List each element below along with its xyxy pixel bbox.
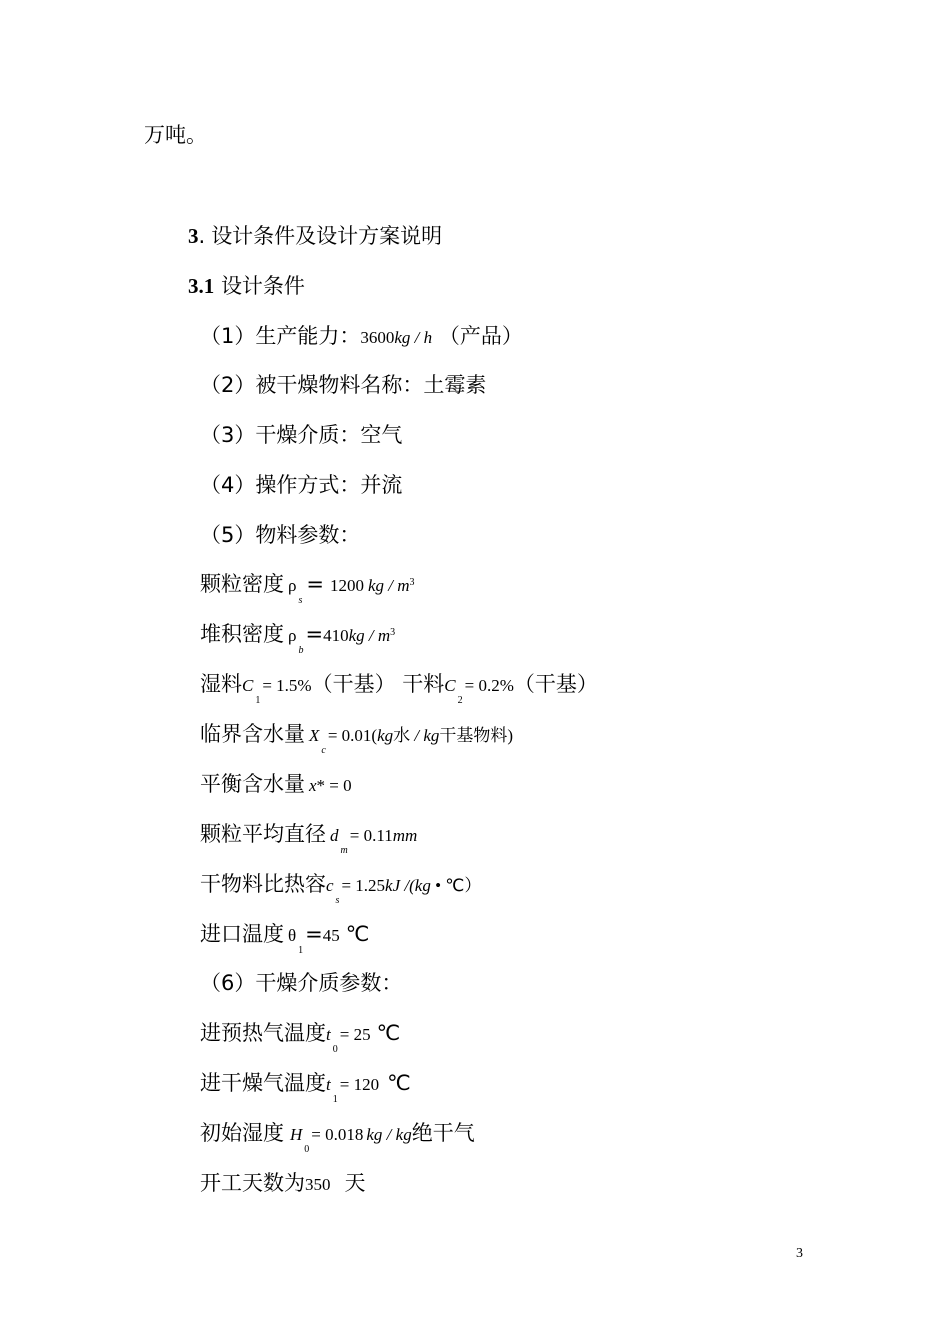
item-drying-medium xyxy=(200,421,402,449)
particle-density-unit: kg / m xyxy=(368,576,410,595)
continuation-text xyxy=(144,121,207,149)
drying-medium-text: （3）干燥介质：空气 xyxy=(200,423,403,447)
material-params-text: （5）物料参数： xyxy=(200,523,361,547)
dryer-temperature-row xyxy=(200,1069,411,1105)
preheat-temperature-symbol: t xyxy=(326,1025,331,1044)
section-3-dot: . xyxy=(198,224,206,248)
bulk-density-eq: = xyxy=(305,622,324,646)
particle-diameter-row xyxy=(200,820,418,856)
heat-capacity-degree: ℃） xyxy=(445,876,482,896)
particle-density-label: 颗粒密度 xyxy=(200,572,284,596)
dryer-temperature-label: 进干燥气温度 xyxy=(200,1071,326,1095)
equilibrium-moisture-symbol: x xyxy=(309,776,317,795)
capacity-label: （1）生产能力： xyxy=(200,324,361,348)
critical-moisture-subscript: c xyxy=(321,745,326,756)
initial-humidity-unit: kg / kg xyxy=(366,1125,412,1144)
section-3-number: 3 xyxy=(188,224,199,248)
preheat-temperature-label: 进预热气温度 xyxy=(200,1021,326,1045)
capacity-value: 3600 xyxy=(360,328,395,347)
initial-humidity-label: 初始湿度 xyxy=(200,1121,284,1145)
heat-capacity-label: 干物料比热容 xyxy=(200,872,326,896)
heat-capacity-dot: • xyxy=(430,876,446,895)
working-days-label: 开工天数为 xyxy=(200,1171,305,1195)
bulk-density-row xyxy=(200,620,396,656)
dry-material-value: = 0.2% xyxy=(464,676,514,695)
wet-material-value: = 1.5% xyxy=(262,676,312,695)
working-days-value: 350 xyxy=(305,1175,331,1194)
heat-capacity-value: = 1.25 xyxy=(341,876,386,895)
bulk-density-symbol: ρ xyxy=(288,626,297,645)
item-medium-params xyxy=(200,969,402,997)
initial-humidity-row xyxy=(200,1119,475,1155)
critical-moisture-value: = 0.01( xyxy=(327,726,378,745)
section-3-heading xyxy=(188,222,442,250)
critical-moisture-unit-1: kg xyxy=(377,726,394,745)
particle-density-exponent: 3 xyxy=(409,577,415,588)
particle-density-value: 1200 xyxy=(330,576,364,595)
dryer-temperature-value: = 120 xyxy=(339,1075,380,1094)
bulk-density-value: 410 xyxy=(323,626,349,645)
material-name-text: （2）被干燥物料名称：土霉素 xyxy=(200,373,487,397)
preheat-temperature-value: = 25 xyxy=(339,1025,371,1044)
dry-material-label: 干料 xyxy=(402,672,445,696)
preheat-temperature-degree: ℃ xyxy=(376,1021,401,1045)
capacity-tail: （产品） xyxy=(438,324,523,348)
initial-humidity-tail: 绝干气 xyxy=(411,1121,475,1145)
critical-moisture-dry-basis: 干基物料 xyxy=(439,726,508,746)
critical-moisture-label: 临界含水量 xyxy=(200,722,305,746)
wet-material-basis: （干基） xyxy=(311,672,396,696)
working-days-row xyxy=(200,1169,366,1199)
dryer-temperature-subscript: 1 xyxy=(332,1094,338,1105)
continuation-label: 万吨。 xyxy=(144,123,207,147)
heat-capacity-symbol: c xyxy=(326,876,334,895)
critical-moisture-close: ) xyxy=(507,726,514,745)
dry-material-symbol: C xyxy=(444,676,456,695)
inlet-temperature-eq: = xyxy=(305,922,323,946)
inlet-temperature-label: 进口温度 xyxy=(200,922,284,946)
particle-diameter-label: 颗粒平均直径 xyxy=(200,822,326,846)
particle-density-row xyxy=(200,570,415,606)
dry-material-basis: （干基） xyxy=(513,672,598,696)
inlet-temperature-degree: ℃ xyxy=(345,922,370,946)
wet-material-subscript: 1 xyxy=(255,695,261,706)
inlet-temperature-value: 45 xyxy=(322,926,340,945)
item-capacity xyxy=(200,322,523,352)
particle-diameter-value: = 0.11 xyxy=(349,826,393,845)
operation-mode-text: （4）操作方式：并流 xyxy=(200,473,403,497)
section-3-1-number: 3.1 xyxy=(188,274,215,298)
dryer-temperature-symbol: t xyxy=(326,1075,331,1094)
item-material-name xyxy=(200,371,486,399)
working-days-tail: 天 xyxy=(344,1171,366,1195)
page-number: 3 xyxy=(796,1246,803,1261)
particle-density-subscript: s xyxy=(298,595,303,606)
item-operation-mode xyxy=(200,471,402,499)
bulk-density-subscript: b xyxy=(298,645,304,656)
wet-material-label: 湿料 xyxy=(200,672,242,696)
bulk-density-exponent: 3 xyxy=(390,627,396,638)
medium-params-text: （6）干燥介质参数： xyxy=(200,971,403,995)
heat-capacity-row xyxy=(200,870,482,906)
particle-density-symbol: ρ xyxy=(288,576,297,595)
section-3-1-heading xyxy=(188,272,305,300)
heat-capacity-subscript: s xyxy=(335,895,340,906)
equilibrium-moisture-row xyxy=(200,770,352,800)
moisture-content-row xyxy=(200,670,598,706)
equilibrium-moisture-label: 平衡含水量 xyxy=(200,772,305,796)
critical-moisture-unit-2: / kg xyxy=(410,726,440,745)
equilibrium-moisture-value: * = 0 xyxy=(316,776,352,795)
initial-humidity-subscript: 0 xyxy=(304,1144,310,1155)
particle-diameter-subscript: m xyxy=(340,845,348,856)
inlet-temperature-row xyxy=(200,920,370,956)
critical-moisture-row xyxy=(200,720,514,756)
capacity-unit: kg / h xyxy=(394,328,433,347)
critical-moisture-water: 水 xyxy=(393,726,411,746)
bulk-density-label: 堆积密度 xyxy=(200,622,284,646)
inlet-temperature-subscript: 1 xyxy=(298,945,304,956)
preheat-temperature-subscript: 0 xyxy=(332,1044,338,1055)
particle-diameter-symbol: d xyxy=(330,826,339,845)
bulk-density-unit: kg / m xyxy=(348,626,391,645)
dryer-temperature-degree: ℃ xyxy=(387,1071,411,1095)
section-3-1-title: 设计条件 xyxy=(220,274,305,298)
initial-humidity-symbol: H xyxy=(290,1125,303,1144)
section-3-title: 设计条件及设计方案说明 xyxy=(211,224,443,248)
wet-material-symbol: C xyxy=(242,676,254,695)
dry-material-subscript: 2 xyxy=(457,695,463,706)
item-material-params xyxy=(200,521,360,549)
critical-moisture-symbol: X xyxy=(309,726,320,745)
preheat-temperature-row xyxy=(200,1019,401,1055)
heat-capacity-unit: kJ /(kg xyxy=(385,876,431,895)
particle-diameter-unit: mm xyxy=(392,826,418,845)
inlet-temperature-symbol: θ xyxy=(288,926,297,945)
particle-density-eq: = xyxy=(306,572,324,596)
initial-humidity-value: = 0.018 xyxy=(311,1125,364,1144)
